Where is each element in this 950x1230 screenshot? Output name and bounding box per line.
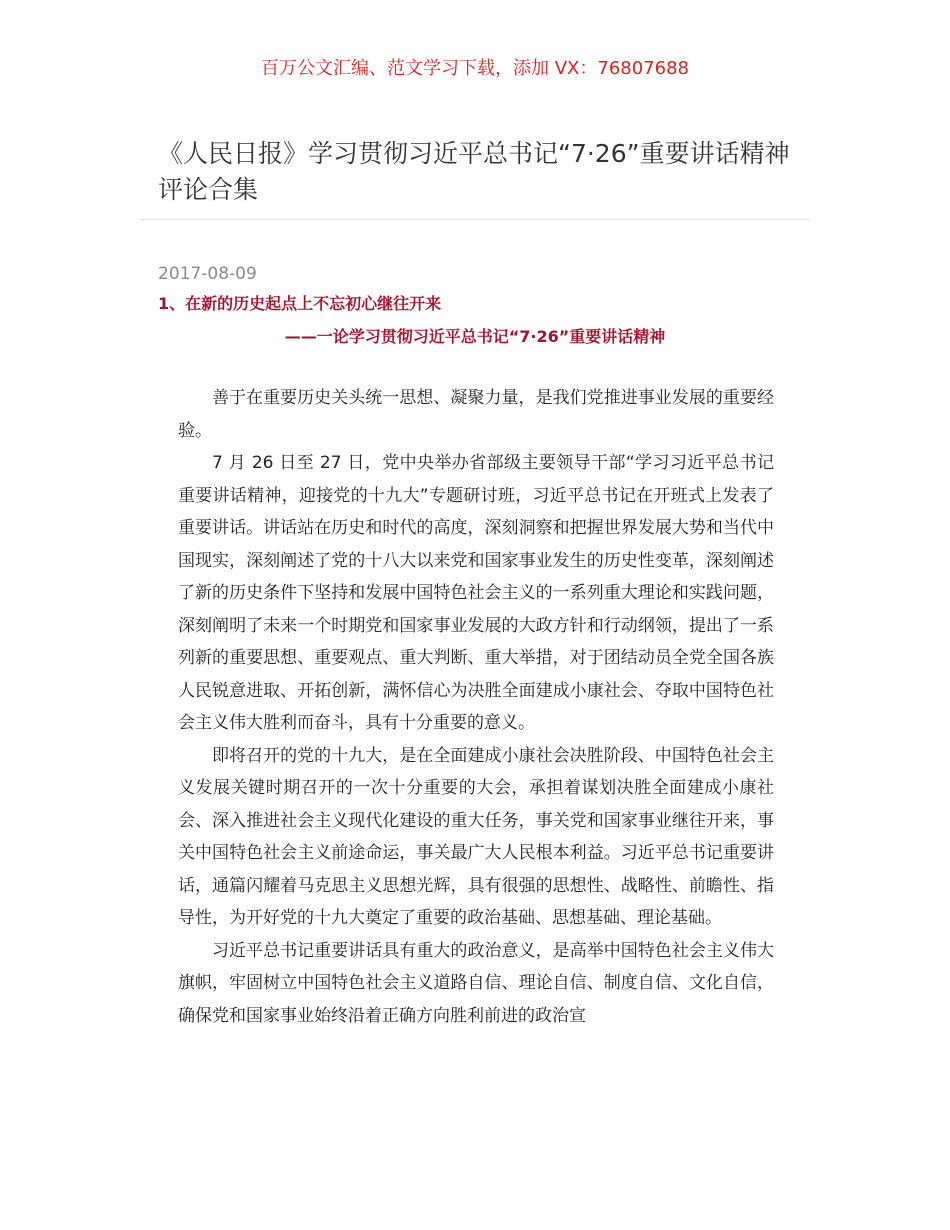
paragraph-1: 善于在重要历史关头统一思想、凝聚力量，是我们党推进事业发展的重要经验。 xyxy=(178,388,774,441)
article-body xyxy=(178,382,774,1032)
title-divider xyxy=(140,219,810,220)
watermark-banner: 百万公文汇编、范文学习下载，添加 VX：76807688 xyxy=(261,58,689,79)
section-subheading: ——一论学习贯彻习近平总书记“7·26”重要讲话精神 xyxy=(284,327,666,346)
paragraph-4: 习近平总书记重要讲话具有重大的政治意义，是高举中国特色社会主义伟大旗帜，牢固树立中国特色社会主义道路自信、理论自信、制度自信、文化自信，确保党和国家事业始终沿着正确方向胜利前进的政治宣 xyxy=(178,940,774,1026)
section-heading: 1、在新的历史起点上不忘初心继往开来 xyxy=(158,294,442,313)
paragraph-3: 即将召开的党的十九大，是在全面建成小康社会决胜阶段、中国特色社会主义发展关键时期召开的一次十分重要的大会，承担着谋划决胜全面建成小康社会、深入推进社会主义现代化建设的重大任务，事关党和国家事业继往开来，事关中国特色社会主义前途命运，事关最广大人民根本利益。习近平总书记重要讲话，通篇闪耀着马克思主义思想光辉，具有很强的思想性、战略性、前瞻性、指导性，为开好党的十九大奠定了重要的政治基础、思想基础、理论基础。 xyxy=(178,745,774,928)
publish-date: 2017-08-09 xyxy=(158,264,257,284)
paragraph-2: 7 月 26 日至 27 日，党中央举办省部级主要领导干部“学习习近平总书记重要讲话精神，迎接党的十九大”专题研讨班，习近平总书记在开班式上发表了重要讲话。讲话站在历史和时代的高度，深刻洞察和把握世界发展大势和当代中国现实，深刻阐述了党的十八大以来党和国家事业发生的历史性变革，深刻阐述了新的历史条件下坚持和发展中国特色社会主义的一系列重大理论和实践问题，深刻阐明了未来一个时期党和国家事业发展的大政方针和行动纲领，提出了一系列新的重要思想、重要观点、重大判断、重大举措，对于团结动员全党全国各族人民锐意进取、开拓创新，满怀信心为决胜全面建成小康社会、夺取中国特色社会主义伟大胜利而奋斗，具有十分重要的意义。 xyxy=(178,453,774,733)
article-title: 《人民日报》学习贯彻习近平总书记“7·26”重要讲话精神评论合集 xyxy=(158,139,790,204)
